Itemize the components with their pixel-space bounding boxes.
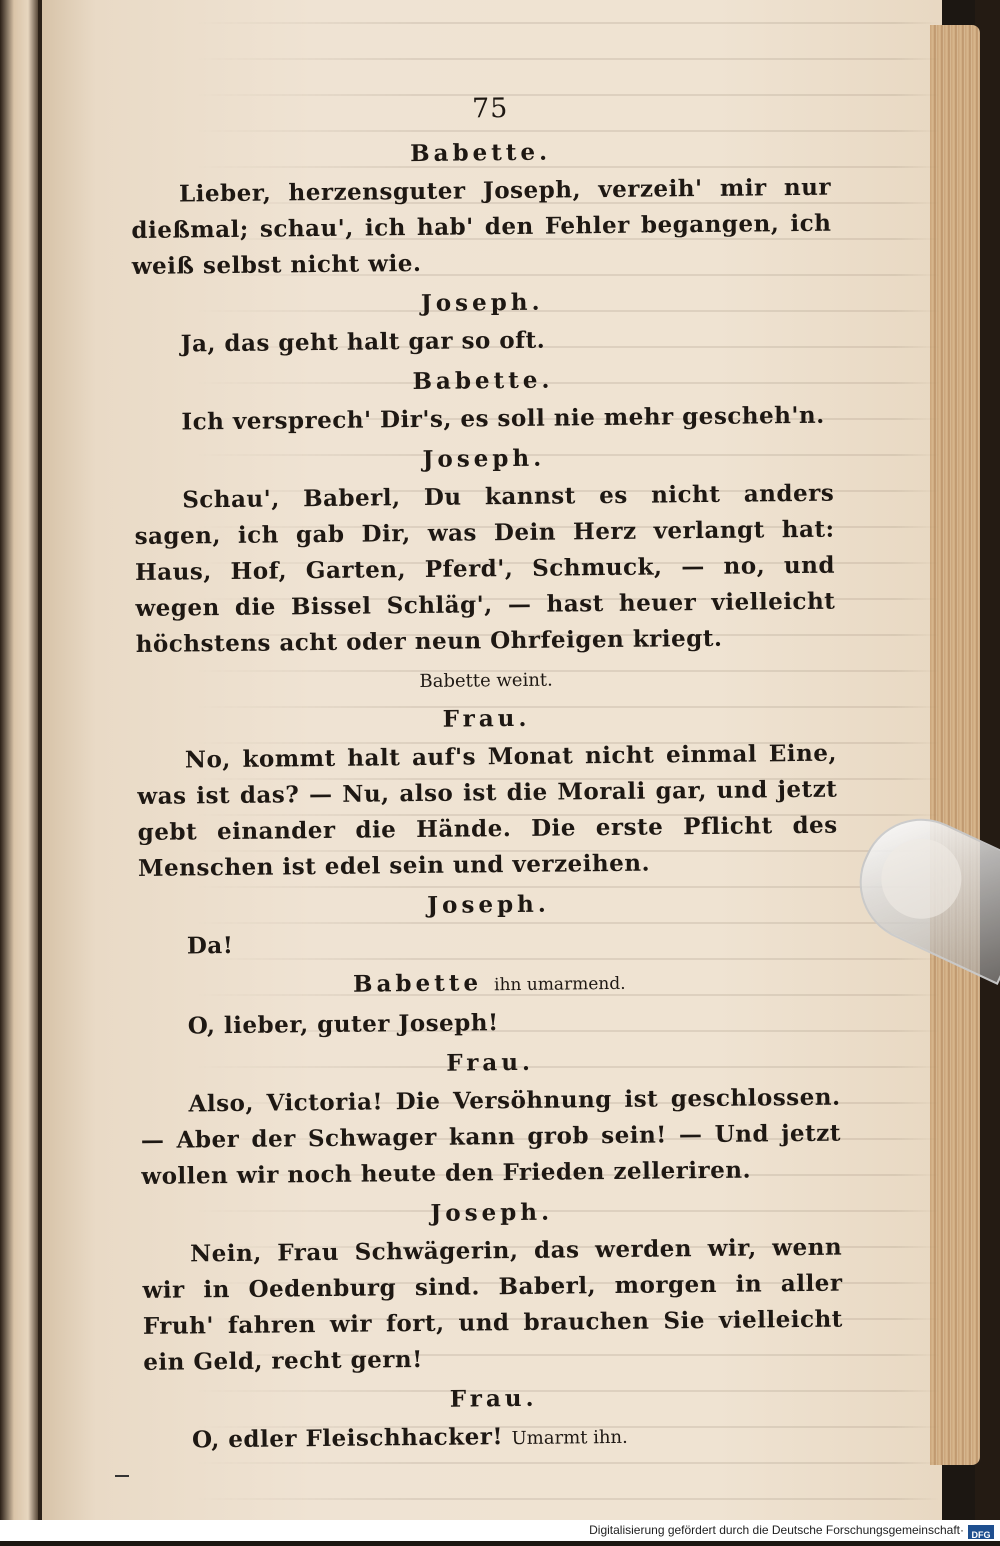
inline-stage-direction: ihn umarmend.	[493, 973, 626, 996]
glass-highlight	[868, 826, 974, 932]
speaker-label: Joseph.	[420, 288, 544, 317]
page-text	[130, 88, 844, 1465]
speaker-label: Frau.	[446, 1048, 535, 1077]
speaker-label: Joseph.	[427, 890, 550, 919]
dfg-logo-icon: DFG	[968, 1525, 994, 1539]
page-fore-edge	[930, 25, 980, 1465]
speaker-label: Joseph.	[422, 444, 546, 473]
speaker-label: Babette.	[410, 138, 552, 168]
speaker-label-with-direction	[139, 962, 839, 1007]
speech-text: Nein, Frau Schwägerin, das werden wir, wenn wir in Oedenburg sind. Baberl, morgen in aller Fruh' fahren wir fort, und brauchen Sie vielleicht ein Geld, recht gern!	[142, 1233, 843, 1376]
speech-text: O, edler Fleischhacker!	[191, 1423, 504, 1454]
speech-text: Ja, das geht halt gar so oft.	[180, 326, 546, 358]
speech-text: Also, Victoria! Die Versöhnung ist geschlossen. — Aber der Schwager kann grob sein! — Und jetzt wollen wir noch heute den Frieden zelleriren.	[140, 1083, 842, 1190]
stage-direction: Babette weint.	[419, 669, 553, 693]
speaker-label: Frau.	[449, 1384, 538, 1413]
speaker-name: Babette	[352, 969, 483, 998]
speech-text: Ich versprech' Dir's, es soll nie mehr gescheh'n.	[181, 401, 825, 436]
speech-text-with-direction	[144, 1416, 844, 1461]
speech-text: O, lieber, guter Joseph!	[187, 1009, 499, 1040]
margin-mark	[115, 1475, 129, 1477]
speech-text: Schau', Baberl, Du kannst es nicht anders sagen, ich gab Dir, was Dein Herz verlangt hat: Haus, Hof, Garten, Pferd', Schmuck, — no, und wegen die Bissel Schläg', — hast heuer vielleicht höchstens acht oder neun Ohrfeigen kriegt.	[134, 479, 836, 658]
speech-text: Da!	[186, 931, 234, 960]
speech-text: Lieber, herzensguter Joseph, verzeih' mir nur dießmal; schau', ich hab' den Fehler begangen, ich weiß selbst nicht wie.	[131, 173, 832, 280]
inline-stage-direction: Umarmt ihn.	[511, 1426, 628, 1450]
footer-credit-text: Digitalisierung gefördert durch die Deutsche Forschungsgemeinschaft	[589, 1523, 960, 1537]
digitization-footer: Digitalisierung gefördert durch die Deutsche Forschungsgemeinschaft·DFG	[0, 1520, 1000, 1541]
speaker-label: Frau.	[442, 704, 531, 733]
left-page-edge	[0, 0, 40, 1520]
page-number: 75	[471, 93, 509, 125]
speaker-label: Joseph.	[430, 1198, 554, 1227]
speaker-label: Babette.	[412, 366, 554, 396]
speech-text: No, kommt halt auf's Monat nicht einmal Eine, was ist das? — Nu, also ist die Morali gar, und jetzt gebt einander die Hände. Die erste Pflicht des Menschen ist edel sein und verzeihen.	[137, 739, 838, 882]
